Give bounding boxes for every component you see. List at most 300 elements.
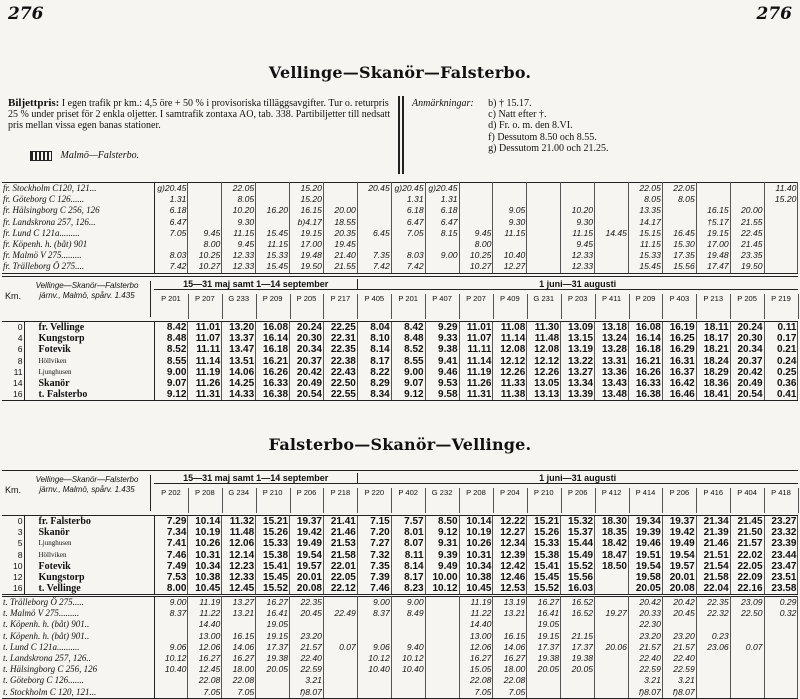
connection-row (2, 183, 798, 195)
connection-row (2, 205, 798, 216)
connection-time (595, 653, 629, 664)
departure-time: 10.34 (459, 561, 493, 572)
station-name: t. Vellinge (24, 583, 154, 595)
departure-time: 8.10 (357, 333, 391, 344)
connection-time: 9.45 (561, 239, 595, 250)
connection-time: 19.38 (561, 653, 595, 664)
connection-time (493, 183, 527, 195)
connection-time: 16.27 (527, 597, 561, 609)
departure-time: 9.00 (391, 367, 425, 378)
station-column-label: Vellinge—Skanör—Falsterbo järnv., Malmö, spårv. 1.435 (24, 281, 151, 317)
departure-time: 9.53 (425, 378, 459, 389)
connection-station: t. Köpenh. h. (båt) 901.. (2, 631, 154, 642)
connection-time: 22.45 (730, 228, 764, 239)
connection-station: t. Köpenh. h. (båt) 901.. (2, 619, 154, 630)
departure-time: 16.33 (628, 378, 662, 389)
departure-time: 18.42 (595, 538, 629, 549)
station-row (2, 378, 798, 389)
connection-time: 13.00 (459, 631, 493, 642)
departure-time: 15.52 (561, 561, 595, 572)
connection-time: 21.55 (323, 261, 357, 273)
connection-time (527, 687, 561, 699)
connection-row (2, 631, 798, 642)
departure-time: 20.42 (290, 367, 324, 378)
connection-time (391, 631, 425, 642)
connection-time: 10.12 (357, 653, 391, 664)
departure-time: 20.01 (290, 572, 324, 583)
km-value: 10 (2, 561, 24, 572)
connection-time (459, 183, 493, 195)
departure-time: 19.39 (628, 527, 662, 538)
connection-time: 22.40 (662, 653, 696, 664)
connection-time: 18.00 (222, 664, 256, 675)
departure-time: 11.48 (527, 333, 561, 344)
connection-time: 16.52 (561, 608, 595, 619)
departure-time: 0.41 (764, 389, 798, 401)
connection-time: 16.52 (561, 597, 595, 609)
connection-time (256, 217, 290, 228)
departure-time: 7.41 (154, 538, 188, 549)
connection-time (425, 687, 459, 699)
connection-time: 11.19 (459, 597, 493, 609)
empty-cell (764, 205, 798, 216)
departure-time: 9.46 (425, 367, 459, 378)
departure-time: 10.45 (459, 583, 493, 595)
connection-station: t. Göteborg C 126....... (2, 675, 154, 686)
connection-station: fr. Landskrona 257, 126... (2, 217, 154, 228)
connection-time: 15.15 (628, 228, 662, 239)
departure-time: 22.02 (730, 550, 764, 561)
km-value: 14 (2, 378, 24, 389)
remarks (412, 98, 792, 154)
connection-time: 15.33 (256, 250, 290, 261)
departure-time: 12.23 (222, 561, 256, 572)
connection-time: 12.33 (222, 250, 256, 261)
station-table-1 (2, 322, 798, 401)
departure-time: 13.28 (595, 344, 629, 355)
connection-time: 12.33 (561, 250, 595, 261)
connection-station: fr. Göteborg C 126...... (2, 194, 154, 205)
departure-time: 10.26 (188, 538, 222, 549)
connection-time (425, 608, 459, 619)
connection-time: 22.05 (222, 183, 256, 195)
station-row (2, 572, 798, 583)
connection-time: 7.42 (391, 261, 425, 273)
connection-time: 3.21 (628, 675, 662, 686)
connection-time (425, 642, 459, 653)
connection-time (493, 239, 527, 250)
connection-time: 16.15 (222, 631, 256, 642)
departure-time: 9.12 (154, 389, 188, 401)
departure-time: 8.42 (391, 322, 425, 333)
departure-time: 11.01 (459, 322, 493, 333)
departure-time: 18.35 (595, 527, 629, 538)
connection-time: 17.47 (696, 261, 730, 273)
departure-time: 13.31 (595, 356, 629, 367)
connection-time (730, 653, 764, 664)
connection-time: 15.20 (764, 194, 798, 205)
connection-time: 12.45 (188, 664, 222, 675)
departure-time: 16.18 (628, 344, 662, 355)
departure-time: 10.26 (459, 538, 493, 549)
connection-time: 12.06 (459, 642, 493, 653)
connection-time (527, 217, 561, 228)
departure-time: 20.30 (290, 333, 324, 344)
connection-time: 15.05 (459, 664, 493, 675)
connection-time: 11.15 (493, 228, 527, 239)
connection-time (527, 183, 561, 195)
connection-time: 20.33 (628, 608, 662, 619)
route-title-1: Vellinge—Skanör—Falsterbo. (268, 63, 532, 82)
connection-time: 16.27 (459, 653, 493, 664)
departure-time: 11.26 (188, 378, 222, 389)
departure-time: 16.25 (662, 333, 696, 344)
departure-time: 8.14 (357, 344, 391, 355)
connection-time: 10.40 (154, 664, 188, 675)
connection-time (323, 664, 357, 675)
period-label-1: 15—31 maj samt 1—14 september (154, 279, 358, 290)
timetable-header-2 (2, 470, 798, 516)
page-number-left: 276 (8, 4, 44, 24)
km-value: 6 (2, 344, 24, 355)
station-row (2, 583, 798, 595)
departure-time: 15.21 (527, 516, 561, 527)
connection-time: 19.45 (323, 239, 357, 250)
km-value: 4 (2, 333, 24, 344)
station-row (2, 322, 798, 333)
departure-time: 10.19 (188, 527, 222, 538)
connection-station: t. Lund C 121a.......... (2, 642, 154, 653)
connection-time: 13.27 (222, 597, 256, 609)
empty-cell (764, 217, 798, 228)
departure-time: 20.54 (730, 389, 764, 401)
connection-time: 9.00 (357, 597, 391, 609)
departure-time: 21.41 (323, 516, 357, 527)
departure-time: 20.08 (662, 583, 696, 595)
km-value: 11 (2, 367, 24, 378)
departure-time: 12.14 (222, 550, 256, 561)
connection-time: 7.05 (188, 687, 222, 699)
departure-time: 8.29 (357, 378, 391, 389)
departure-time: 9.49 (425, 561, 459, 572)
departure-time: 19.42 (290, 527, 324, 538)
connection-time (459, 205, 493, 216)
connection-time (595, 194, 629, 205)
connection-time: 15.30 (662, 239, 696, 250)
connection-time (662, 217, 696, 228)
connection-time: 16.15 (290, 205, 324, 216)
departure-time: 11.48 (222, 527, 256, 538)
departure-time: 15.38 (527, 550, 561, 561)
departure-time: 23.51 (764, 572, 798, 583)
departure-time: 8.34 (357, 389, 391, 401)
departure-time: 13.48 (595, 389, 629, 401)
connection-time (662, 205, 696, 216)
connection-time (696, 619, 730, 630)
connection-row (2, 597, 798, 609)
departure-time: 11.11 (188, 344, 222, 355)
departure-time: 13.47 (222, 344, 256, 355)
connection-time: 8.03 (154, 250, 188, 261)
departure-time: 9.31 (425, 538, 459, 549)
connection-time: 15.56 (662, 261, 696, 273)
route-title-2: Falsterbo—Skanör—Vellinge. (268, 435, 532, 454)
train-number: P 209 (629, 294, 664, 319)
connection-time: 8.05 (628, 194, 662, 205)
connection-time: 23.35 (730, 250, 764, 261)
connection-time: 12.06 (188, 642, 222, 653)
station-name: Skanör (24, 527, 154, 538)
info-divider (398, 96, 400, 174)
departure-time: 18.11 (696, 322, 730, 333)
departure-time: 13.18 (595, 322, 629, 333)
km-value: 0 (2, 322, 24, 333)
departure-time: 15.49 (561, 550, 595, 561)
connection-time: 16.15 (696, 205, 730, 216)
departure-time: 15.45 (256, 572, 290, 583)
departure-time: 10.31 (459, 550, 493, 561)
connection-time: 22.40 (290, 653, 324, 664)
connection-time (323, 194, 357, 205)
departure-time: 13.34 (561, 378, 595, 389)
remark-item: f) Dessutom 8.50 och 8.55. (488, 131, 597, 143)
departure-time: 12.26 (527, 367, 561, 378)
train-number: P 205 (290, 294, 325, 319)
connection-time (561, 194, 595, 205)
departure-time: 7.49 (154, 561, 188, 572)
connection-time: 15.20 (290, 194, 324, 205)
connection-time: 20.42 (628, 597, 662, 609)
train-number: P 219 (764, 294, 799, 319)
departure-time: 16.33 (256, 378, 290, 389)
departure-time: 16.03 (561, 583, 595, 595)
train-number: P 206 (662, 488, 697, 513)
departure-time: 11.32 (222, 516, 256, 527)
connection-time: 20.35 (323, 228, 357, 239)
departure-time (595, 583, 629, 595)
departure-time: 13.05 (527, 378, 561, 389)
connection-time (730, 687, 764, 699)
departure-time: 10.38 (459, 572, 493, 583)
connection-time: 10.20 (561, 205, 595, 216)
connection-time (357, 239, 391, 250)
connection-time: 10.40 (357, 664, 391, 675)
connection-time: 13.19 (493, 597, 527, 609)
station-name: Skanör (24, 378, 154, 389)
departure-time: 20.34 (290, 344, 324, 355)
departure-time: 16.31 (662, 356, 696, 367)
departure-time: 8.00 (154, 583, 188, 595)
connection-time (764, 631, 798, 642)
remark-item: g) Dessutom 21.00 och 21.25. (488, 142, 609, 154)
connection-time: g)20.45 (391, 183, 425, 195)
connection-time (527, 261, 561, 273)
connection-time (357, 217, 391, 228)
connection-time: 23.06 (696, 642, 730, 653)
departure-time: 8.52 (154, 344, 188, 355)
connection-time: 1.31 (154, 194, 188, 205)
connection-time: 22.30 (628, 619, 662, 630)
departure-time: 7.39 (357, 572, 391, 583)
train-number: P 205 (730, 294, 765, 319)
connection-time (357, 631, 391, 642)
departure-time: 20.08 (290, 583, 324, 595)
connection-time: 19.48 (696, 250, 730, 261)
connection-time: 15.45 (256, 228, 290, 239)
station-name: Höllviken (24, 550, 154, 561)
connection-time: †5.17 (696, 217, 730, 228)
connection-time: 14.06 (493, 642, 527, 653)
departure-time: 18.47 (595, 550, 629, 561)
departure-time: 15.45 (527, 572, 561, 583)
connection-time (154, 239, 188, 250)
departure-time: 19.57 (290, 561, 324, 572)
connection-time (323, 631, 357, 642)
km-value: 12 (2, 572, 24, 583)
departure-time: 16.08 (256, 322, 290, 333)
departure-time: 13.20 (222, 322, 256, 333)
departure-time: 16.29 (662, 344, 696, 355)
connection-row (2, 642, 798, 653)
departure-time: 22.35 (323, 344, 357, 355)
departure-time: 18.21 (696, 344, 730, 355)
departure-time: 22.09 (730, 572, 764, 583)
departure-time: 16.38 (256, 389, 290, 401)
departure-time: 9.38 (425, 344, 459, 355)
connection-time (595, 619, 629, 630)
departure-time: 22.01 (323, 561, 357, 572)
connection-row (2, 217, 798, 228)
departure-time: 23.44 (764, 550, 798, 561)
train-number: P 404 (730, 488, 765, 513)
connection-time (425, 619, 459, 630)
connection-time (595, 250, 629, 261)
connection-time: 16.20 (256, 205, 290, 216)
departure-time: 7.29 (154, 516, 188, 527)
connection-row (2, 664, 798, 675)
train-number: P 210 (256, 488, 291, 513)
connection-time (527, 250, 561, 261)
connection-time: 13.21 (222, 608, 256, 619)
connection-time: 6.47 (391, 217, 425, 228)
departure-time: 13.39 (561, 389, 595, 401)
connection-time: 22.32 (696, 608, 730, 619)
connection-time: 14.06 (222, 642, 256, 653)
connection-time: 10.12 (391, 653, 425, 664)
departure-time: 16.21 (256, 356, 290, 367)
connection-time: 20.45 (662, 608, 696, 619)
departure-time: 11.07 (188, 333, 222, 344)
connection-time (527, 194, 561, 205)
connection-time: 15.20 (290, 183, 324, 195)
departure-time: 10.00 (425, 572, 459, 583)
departure-time: 19.49 (290, 538, 324, 549)
departure-time: 20.05 (628, 583, 662, 595)
connection-time: 6.18 (391, 205, 425, 216)
departure-time: 20.37 (290, 356, 324, 367)
connection-time: 9.00 (425, 250, 459, 261)
connection-time: 9.40 (391, 642, 425, 653)
departure-time: 11.38 (493, 389, 527, 401)
km-value: 8 (2, 356, 24, 367)
connection-time: 17.35 (662, 250, 696, 261)
connection-time: 7.35 (357, 250, 391, 261)
station-row (2, 538, 798, 549)
departure-time: 13.37 (222, 333, 256, 344)
connection-time (154, 619, 188, 630)
departure-time: 9.33 (425, 333, 459, 344)
bus-icon (30, 151, 52, 161)
station-row (2, 356, 798, 367)
departure-time: 19.54 (662, 550, 696, 561)
departure-time: 8.07 (391, 538, 425, 549)
departure-time: 16.42 (662, 378, 696, 389)
connection-time (459, 194, 493, 205)
departure-time: 16.21 (628, 356, 662, 367)
departure-time: 0.11 (764, 322, 798, 333)
departure-time: 20.37 (730, 356, 764, 367)
departure-time: 12.53 (493, 583, 527, 595)
departure-time: 21.54 (696, 561, 730, 572)
remark-item: d) Fr. o. m. den 8.VI. (488, 120, 573, 132)
connection-time: 6.47 (425, 217, 459, 228)
connection-time: 12.27 (493, 261, 527, 273)
train-number: P 213 (696, 294, 731, 319)
departure-time: 8.48 (391, 333, 425, 344)
connection-station: fr. Hälsingborg C 256, 126 (2, 205, 154, 216)
departure-time: 10.31 (188, 550, 222, 561)
departure-time: 9.07 (391, 378, 425, 389)
connection-time: 22.59 (290, 664, 324, 675)
connection-time: 11.19 (188, 597, 222, 609)
departure-time: 23.39 (764, 538, 798, 549)
station-name: Kungstorp (24, 572, 154, 583)
connection-time: g)20.45 (425, 183, 459, 195)
departure-time: 11.14 (493, 333, 527, 344)
connection-time: 21.57 (290, 642, 324, 653)
connection-time: 12.33 (222, 261, 256, 273)
connection-time: 19.05 (256, 619, 290, 630)
connection-time: 7.05 (459, 687, 493, 699)
connection-time (527, 239, 561, 250)
connection-time: 9.45 (188, 228, 222, 239)
connection-time: 17.00 (696, 239, 730, 250)
departure-time: 14.33 (222, 389, 256, 401)
connection-time: 19.50 (290, 261, 324, 273)
connection-time (256, 183, 290, 195)
connection-time: 23.20 (290, 631, 324, 642)
departure-time: 15.52 (256, 583, 290, 595)
departure-time: 15.41 (527, 561, 561, 572)
connection-time: 0.29 (764, 597, 798, 609)
departure-time: 15.44 (561, 538, 595, 549)
departure-time: 22.25 (323, 322, 357, 333)
connection-time: 20.05 (256, 664, 290, 675)
departure-time: 21.39 (696, 527, 730, 538)
departure-time: 21.51 (696, 550, 730, 561)
station-row (2, 367, 798, 378)
connections-table-2 (2, 596, 798, 699)
connection-time: 13.35 (628, 205, 662, 216)
departure-time: 15.26 (527, 527, 561, 538)
connection-time (561, 619, 595, 630)
train-number: P 206 (561, 488, 596, 513)
connection-time (662, 619, 696, 630)
connection-time (595, 239, 629, 250)
station-name: Kungstorp (24, 333, 154, 344)
train-number: P 206 (290, 488, 325, 513)
departure-time: 0.25 (764, 367, 798, 378)
